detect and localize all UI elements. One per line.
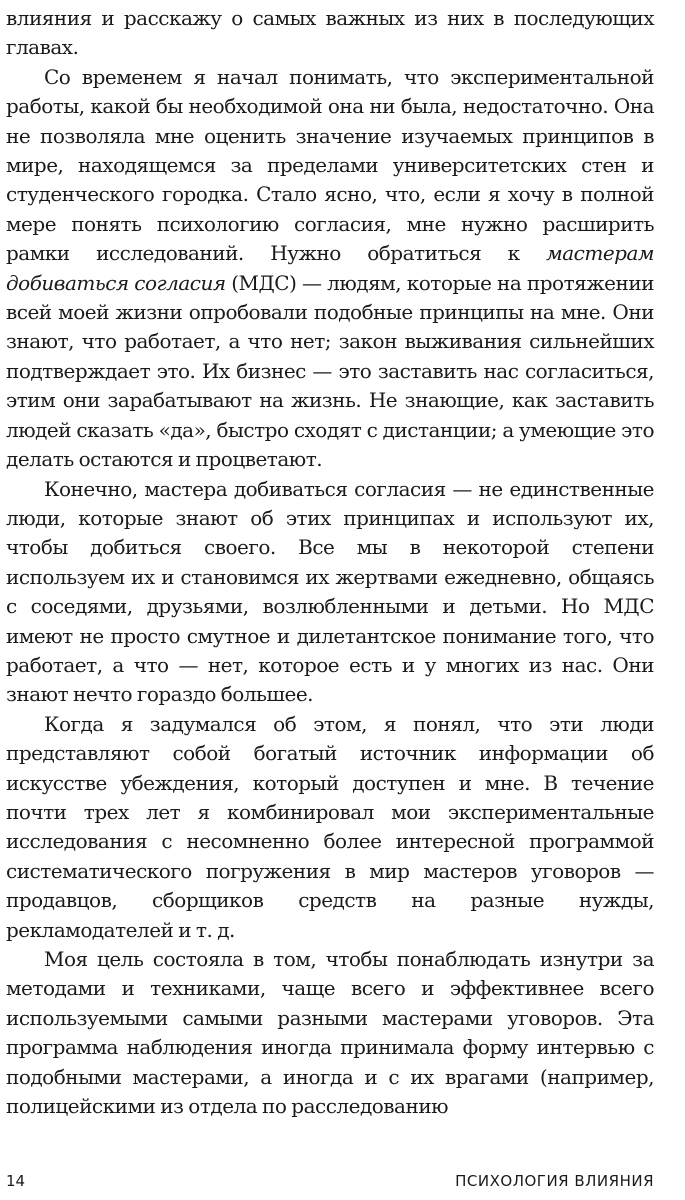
- paragraph-text: (МДС) — людям, которые на протяжении всей моей жизни опробовали подобные принципы на мне. Они знают, что работает, а что нет; закон выживания сильнейших подтверждает это. Их бизнес — это заставить нас согласиться, этим они зарабатывают на жизнь. Не знающие, как заставить людей сказать «да», быстро сходят с дистанции; а умеющие это делать остаются и процветают.: [6, 270, 654, 472]
- page-number: 14: [6, 1172, 26, 1190]
- paragraph-continued: [6, 4, 654, 63]
- italic-term: мастерам добиваться согласия: [6, 241, 654, 295]
- paragraph-source-of-info: [6, 710, 654, 945]
- paragraph-text: Со временем я начал понимать, что экспериментальной работы, какой бы необходимой она ни была, недостаточно. Она не позволяла мне оценить значение изучаемых принципов в мире, находящемся за пределами университетских стен и студенческого городка. Стало ясно, что, если я хочу в полной мере понять психологию согласия, мне нужно расширить рамки исследований. Нужно обратиться к: [6, 64, 654, 266]
- page-footer: [6, 1172, 654, 1196]
- book-page: [6, 0, 654, 1200]
- paragraph-text: Моя цель состояла в том, чтобы понаблюдать изнутри за методами и техниками, чаще всего и эффективнее всего используемыми самыми разными мастерами уговоров. Эта программа наблюдения иногда принимала форму интервью с подобными мастерами, а иногда и с их врагами (например, полицейскими из отдела по расследованию: [6, 947, 654, 1119]
- page-body-text: [6, 4, 654, 1121]
- paragraph-text: Когда я задумался об этом, я понял, что эти люди представляют собой богатый источник информации об искусстве убеждения, который доступен и мне. В течение почти трех лет я комбинировал мои экспериментальные исследования с несомненно более интересной программой систематического погружения в мир мастеров уговоров — продавцов, сборщиков средств на разные нужды, рекламодателей и т. д.: [6, 711, 654, 942]
- paragraph-text: влияния и расскажу о самых важных из них в последующих главах.: [6, 6, 654, 60]
- paragraph-masters: [6, 475, 654, 710]
- paragraph-text: Конечно, мастера добиваться согласия — не единственные люди, которые знают об этих принципах и используют их, чтобы добиться своего. Все мы в некоторой степени используем их и становимся их жертвами ежедневно, общаясь с соседями, друзьями, возлюбленными и детьми. Но МДС имеют не просто смутное и дилетантское понимание того, что работает, а что — нет, которое есть и у многих из нас. Они знают нечто гораздо большее.: [6, 476, 654, 707]
- running-title: ПСИХОЛОГИЯ ВЛИЯНИЯ: [455, 1172, 654, 1190]
- paragraph-goal: [6, 945, 654, 1121]
- paragraph-experimental-work: [6, 63, 654, 475]
